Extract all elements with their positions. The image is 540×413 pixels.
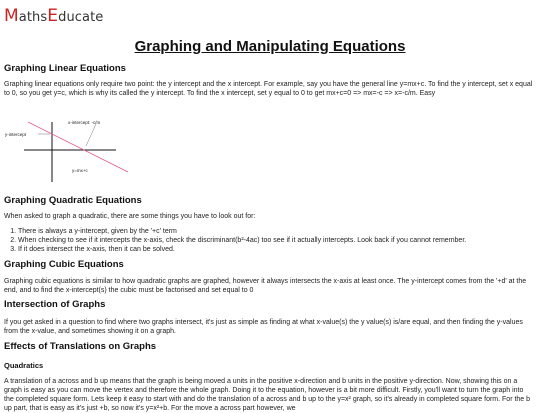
paragraph-cubic-equations: Graphing cubic equations is similar to how quadratic graphs are graphed, however it always intersects the x-axis at least once. The y-intercept comes from the '+d' at the end, and to find the x-intercept(s) the cubic must be factorised and set equal to 0 xyxy=(4,278,527,294)
logo-text-aths: aths xyxy=(18,10,48,25)
heading-cubic-equations: Graphing Cubic Equations xyxy=(4,259,124,270)
paragraph-quadratic-intro: When asked to graph a quadratic, there are some things you have to look out for: xyxy=(4,213,256,220)
quadratic-checklist xyxy=(4,227,538,254)
paragraph-intersection-of-graphs: If you get asked in a question to find where two graphs intersect, it's just as simple as finding at what x-value(s) the y value(s) is/are equal, and then finding the y-values from the x-value, and sometimes showing it on a graph. xyxy=(4,319,523,335)
list-item: 1. There is always a y-intercept, given by the '+c' term xyxy=(18,227,538,236)
heading-linear-equations: Graphing Linear Equations xyxy=(4,63,126,74)
logo-letter-e: E xyxy=(47,6,59,26)
heading-intersection-of-graphs: Intersection of Graphs xyxy=(4,299,106,310)
graph-label-line: y=mx+c xyxy=(72,168,88,173)
linear-graph-diagram xyxy=(4,112,134,184)
graph-label-y-intercept: y-intercept xyxy=(5,132,27,137)
heading-quadratic-equations: Graphing Quadratic Equations xyxy=(4,195,142,206)
list-item: 3. If it does intersect the x-axis, then it can be solved. xyxy=(18,245,538,254)
logo-letter-m: M xyxy=(4,6,19,26)
list-item: 2. When checking to see if it intercepts the x-axis, check the discriminant(b²-4ac) too see if it actually intercepts. Look back if you cannot remember. xyxy=(18,236,538,245)
site-logo[interactable] xyxy=(4,6,103,26)
subheading-quadratics: Quadratics xyxy=(4,361,44,370)
graph-label-x-intercept: x-intercept: -c/m xyxy=(68,120,101,125)
paragraph-linear-equations: Graphing linear equations only require two point: the y intercept and the x intercept. For example, say you have the general line y=mx+c. To find the y intercept, set x equal to 0, so you get y=c, which is why its called the y intercept. To find the x intercept, set y equal to 0 to get mx+c=0 => mx=-c => x=-c/m. Easy xyxy=(4,81,533,97)
page-title: Graphing and Manipulating Equations xyxy=(134,38,406,55)
logo-text-ducate: ducate xyxy=(58,10,104,25)
heading-effects-of-translations: Effects of Translations on Graphs xyxy=(4,341,157,352)
graph-pointer-x-intercept xyxy=(86,124,96,146)
graph-line xyxy=(28,122,128,172)
paragraph-translations-quadratics: A translation of a across and b up means that the graph is being moved a units in the positive x-direction and b units in the positive y-direction. Now, showing this on a graph is easy as you can move the vertex and therefore the whole graph. Doing it to the equation, however is a bit more difficult. Firstly, you'll want to turn the graph into the completed square form. Lets keep it easy to start with and do the translation of a across and b up to the y=x² graph, so it's already in completed square form. For the b up part, that is easy as it's just +b, so now it's y=x²+b. For the move a across part however, we xyxy=(4,378,531,412)
